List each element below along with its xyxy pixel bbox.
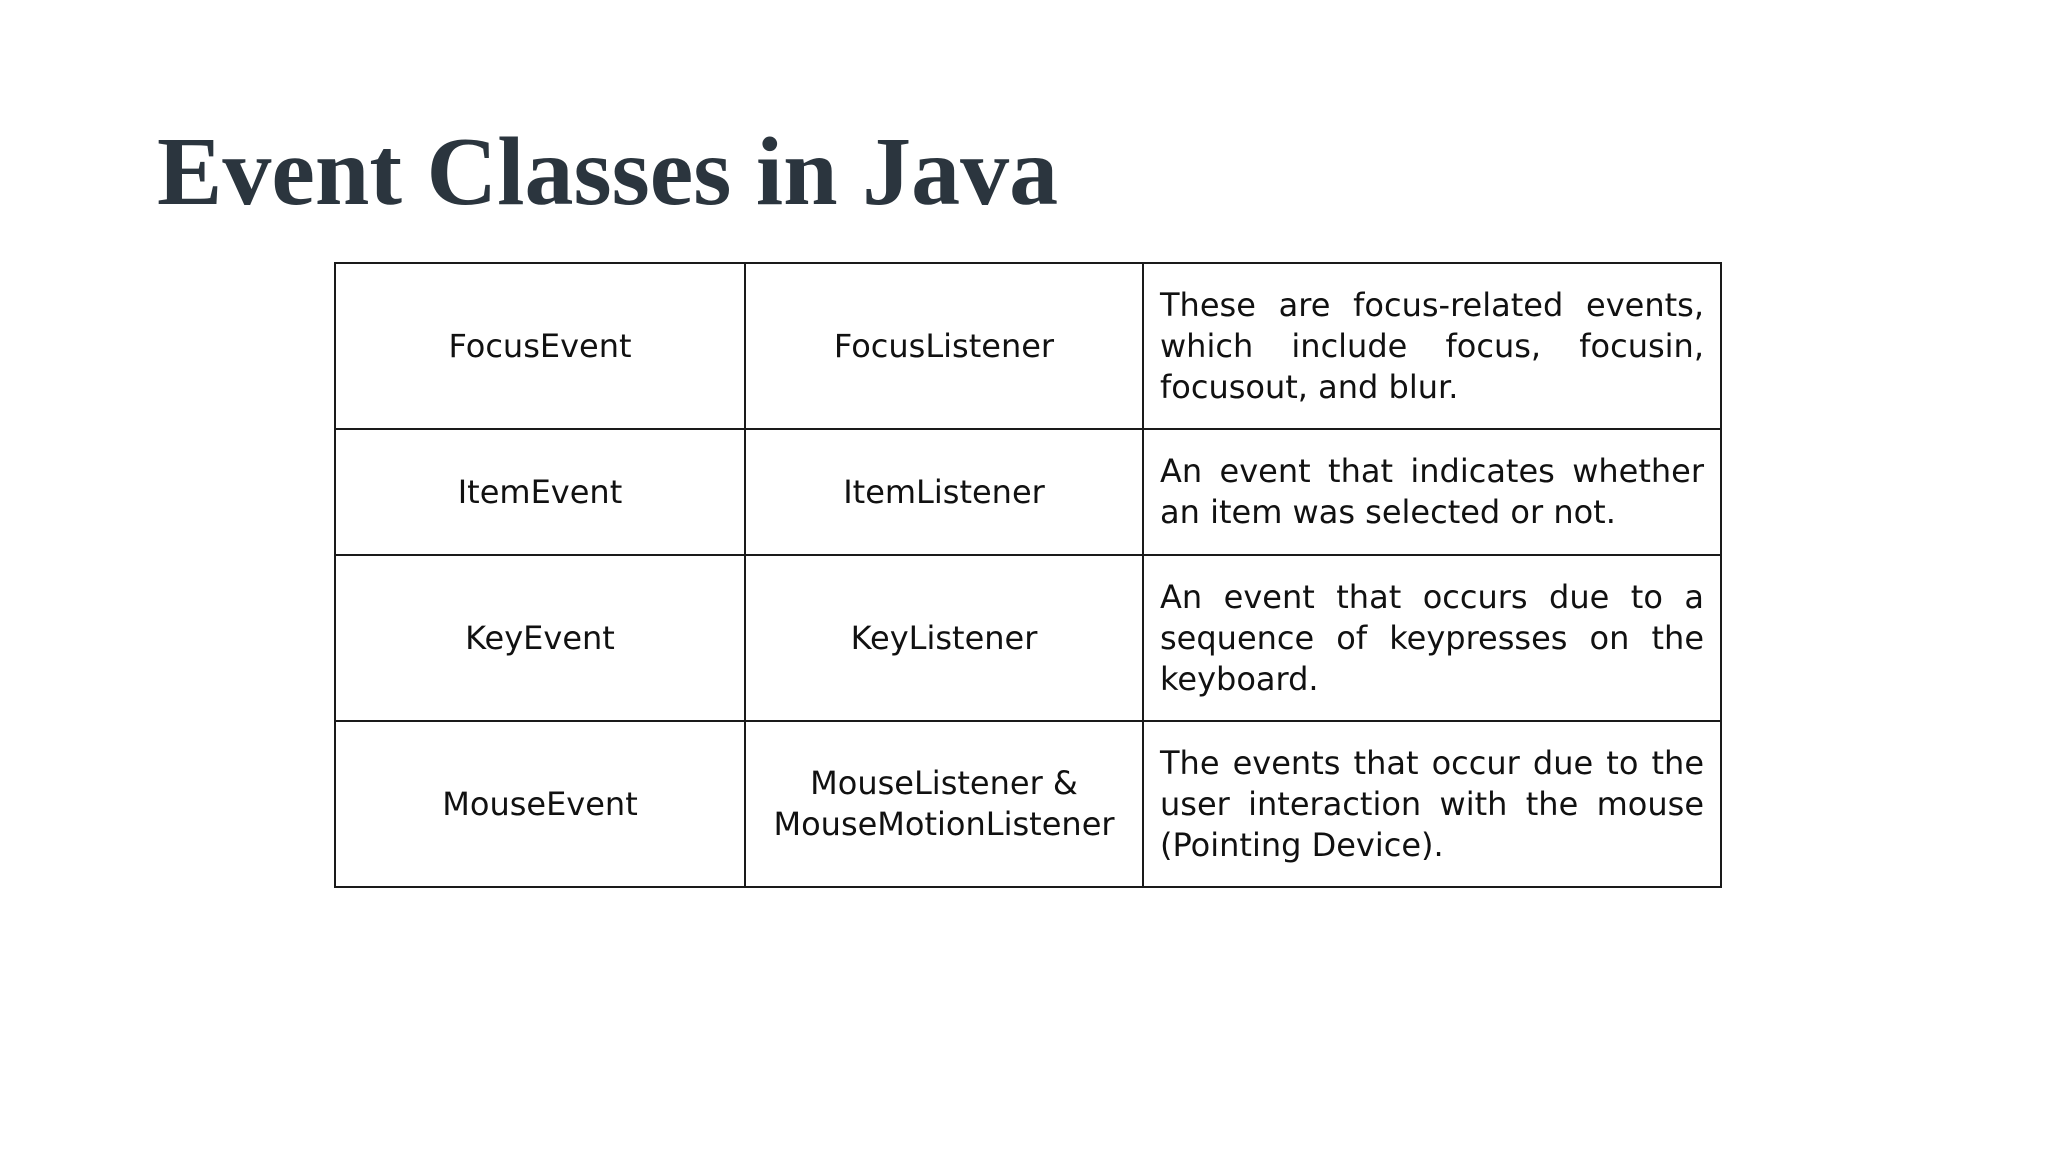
- table-row: [335, 429, 1721, 555]
- listener-name: KeyListener: [850, 618, 1038, 657]
- event-class-cell: MouseEvent: [335, 721, 745, 887]
- slide-title: Event Classes in Java: [157, 118, 1059, 226]
- event-class-cell: ItemEvent: [335, 429, 745, 555]
- listener-name: MouseMotionListener: [773, 805, 1115, 843]
- listener-cell: [745, 555, 1143, 721]
- listener-cell: [745, 721, 1143, 887]
- listener-cell: [745, 263, 1143, 429]
- event-class-cell: FocusEvent: [335, 263, 745, 429]
- listener-cell: [745, 429, 1143, 555]
- table-row: [335, 555, 1721, 721]
- table-row: [335, 721, 1721, 887]
- event-classes-table: [334, 262, 1722, 888]
- listener-name: ItemListener: [843, 472, 1045, 511]
- listener-name: FocusListener: [833, 326, 1055, 365]
- table-row: [335, 263, 1721, 429]
- description-cell: An event that indicates whether an item was selected or not.: [1143, 429, 1721, 555]
- description-cell: An event that occurs due to a sequence of keypresses on the keyboard.: [1143, 555, 1721, 721]
- event-class-cell: KeyEvent: [335, 555, 745, 721]
- description-cell: The events that occur due to the user interaction with the mouse (Pointing Device).: [1143, 721, 1721, 887]
- listener-name: MouseListener &: [810, 764, 1078, 802]
- description-cell: These are focus-related events, which include focus, focusin, focusout, and blur.: [1143, 263, 1721, 429]
